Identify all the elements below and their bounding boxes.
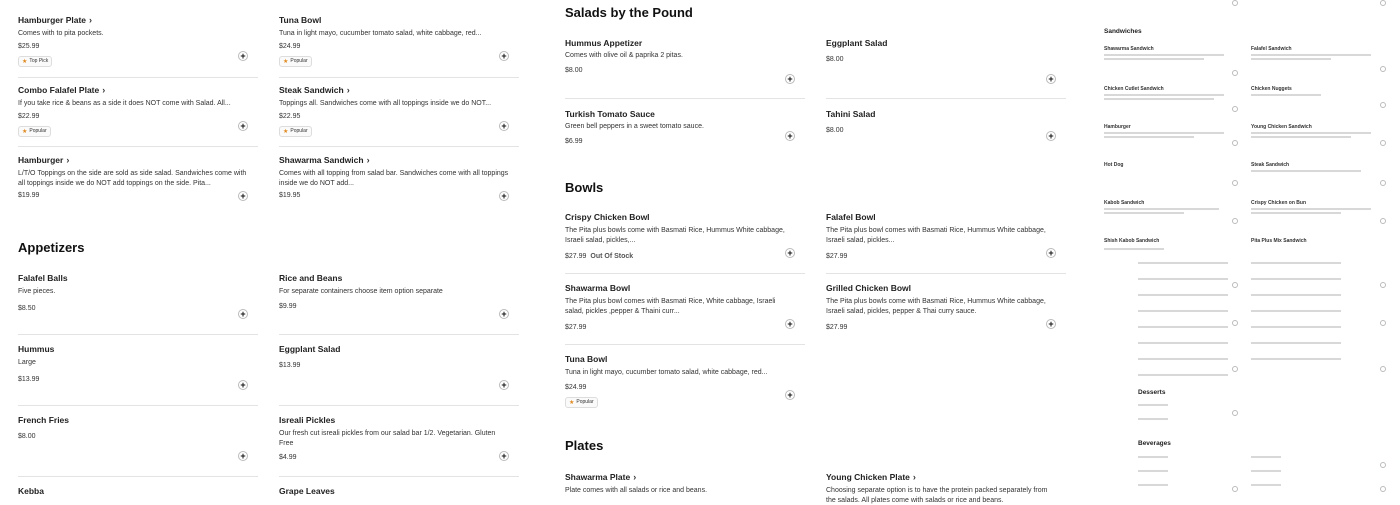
overview-heading-desserts: Desserts: [1138, 389, 1166, 396]
item-price: $13.99: [279, 362, 301, 369]
add-item-button[interactable]: [1232, 140, 1238, 146]
add-item-button[interactable]: [1380, 218, 1386, 224]
item-title[interactable]: Shawarma Plate ›: [565, 472, 637, 482]
item-price-row: [565, 253, 795, 260]
overview-item[interactable]: Steak Sandwich: [1251, 162, 1290, 168]
section-heading-salads: Salads by the Pound: [565, 5, 693, 20]
item-price: $4.99: [279, 454, 297, 462]
popular-badge: ★ Popular: [18, 126, 51, 137]
item-price: $8.00: [565, 66, 583, 74]
item-description: Five pieces.: [18, 288, 56, 295]
item-title[interactable]: Shawarma Sandwich ›: [279, 155, 370, 165]
divider: [826, 273, 1066, 274]
item-title[interactable]: Grilled Chicken Bowl: [826, 283, 912, 293]
add-item-button[interactable]: [1380, 486, 1386, 492]
add-item-button[interactable]: +: [238, 51, 248, 61]
add-item-button[interactable]: [1232, 0, 1238, 6]
divider: [18, 334, 258, 335]
divider: [565, 344, 805, 345]
menu-item-card[interactable]: [279, 486, 509, 496]
item-price: $19.99: [18, 192, 40, 200]
add-item-button[interactable]: +: [1046, 131, 1056, 141]
divider: [18, 77, 258, 78]
overview-item[interactable]: Chicken Cutlet Sandwich: [1104, 86, 1164, 92]
item-title[interactable]: Steak Sandwich ›: [279, 85, 350, 95]
divider: [18, 405, 258, 406]
menu-item-card[interactable]: [565, 109, 795, 145]
overview-item[interactable]: Young Chicken Sandwich: [1251, 124, 1312, 130]
menu-item-card[interactable]: [18, 85, 248, 138]
overview-heading-beverages: Beverages: [1138, 440, 1171, 447]
item-price: $25.99: [18, 42, 40, 50]
chevron-right-icon: ›: [912, 472, 916, 482]
divider: [18, 476, 258, 477]
thumbs-up-icon: ★: [283, 128, 289, 135]
add-item-button[interactable]: [1380, 0, 1386, 6]
item-description: Comes with to pita pockets.: [18, 30, 104, 37]
item-price: $6.99: [565, 137, 583, 145]
item-title[interactable]: Hummus: [18, 344, 55, 354]
item-title[interactable]: Combo Falafel Plate ›: [18, 85, 106, 95]
add-item-button[interactable]: +: [1046, 248, 1056, 258]
chevron-right-icon: ›: [102, 85, 106, 95]
item-price: $13.99: [18, 375, 40, 383]
overview-item[interactable]: Pita Plus Mix Sandwich: [1251, 238, 1307, 244]
item-description: Tuna in light mayo, cucumber tomato salad, white cabbage, red...: [279, 30, 482, 37]
item-price: $8.00: [826, 56, 844, 63]
add-item-button[interactable]: +: [785, 248, 795, 258]
add-item-button[interactable]: [1380, 180, 1386, 186]
add-item-button[interactable]: [1380, 282, 1386, 288]
menu-item-card[interactable]: [565, 283, 795, 331]
item-title[interactable]: Falafel Balls: [18, 273, 68, 283]
add-item-button[interactable]: [1232, 282, 1238, 288]
add-item-button[interactable]: +: [785, 319, 795, 329]
menu-item-card[interactable]: [18, 15, 248, 68]
add-item-button[interactable]: [1380, 462, 1386, 468]
add-item-button[interactable]: +: [499, 51, 509, 61]
item-description: The Pita plus bowl comes with Basmati Rice, Hummus White cabbage, Israeli salad, pickles...: [826, 227, 1046, 244]
add-item-button[interactable]: [1232, 410, 1238, 416]
add-item-button[interactable]: [1380, 140, 1386, 146]
menu-item-card[interactable]: [826, 472, 1056, 505]
menu-item-card[interactable]: [279, 85, 509, 138]
item-title[interactable]: Rice and Beans: [279, 273, 343, 283]
add-item-button[interactable]: +: [499, 121, 509, 131]
section-heading-plates: Plates: [565, 438, 604, 453]
add-item-button[interactable]: +: [238, 191, 248, 201]
item-description: For separate containers choose item option separate: [279, 288, 443, 295]
chevron-right-icon: ›: [366, 155, 370, 165]
section-heading-appetizers: Appetizers: [18, 240, 85, 255]
menu-overview-panel: [1098, 0, 1390, 500]
add-item-button[interactable]: +: [1046, 319, 1056, 329]
item-description: Toppings all. Sandwiches come with all toppings inside we do NOT...: [279, 100, 492, 107]
item-price: $27.99: [565, 253, 587, 261]
add-item-button[interactable]: +: [1046, 74, 1056, 84]
item-title[interactable]: Shawarma Bowl: [565, 283, 631, 293]
item-description: Our fresh cut isreali pickles from our salad bar 1/2. Vegetarian. Gluten Free: [279, 430, 496, 447]
popular-badge: ★ Popular: [279, 56, 312, 67]
menu-item-card[interactable]: [826, 109, 1056, 141]
menu-item-card[interactable]: [18, 155, 248, 199]
item-description: The Pita plus bowls come with Basmati Rice, Hummus White cabbage, Israeli salad, pickles, pepper & Thai curry sauce.: [826, 298, 1046, 315]
menu-item-card[interactable]: [279, 15, 509, 68]
item-description: Large: [18, 359, 36, 366]
item-description: Plate comes with all salads or rice and beans.: [565, 487, 708, 494]
item-title[interactable]: Hamburger ›: [18, 155, 70, 165]
overview-item[interactable]: Shawarma Sandwich: [1104, 46, 1154, 52]
menu-item-card[interactable]: [279, 415, 509, 461]
item-price: $22.99: [18, 112, 40, 120]
overview-item[interactable]: Kabob Sandwich: [1104, 200, 1145, 206]
item-price: $27.99: [565, 324, 587, 332]
item-title[interactable]: Kebba: [18, 486, 44, 496]
add-item-button[interactable]: +: [499, 380, 509, 390]
item-description: Comes with olive oil & paprika 2 pitas.: [565, 52, 683, 59]
menu-item-card[interactable]: [826, 283, 1056, 331]
overview-heading-sandwiches: Sandwiches: [1104, 28, 1142, 35]
add-item-button[interactable]: [1232, 180, 1238, 186]
item-title[interactable]: Hamburger Plate ›: [18, 15, 93, 25]
add-item-button[interactable]: +: [499, 309, 509, 319]
item-title[interactable]: Tuna Bowl: [279, 15, 322, 25]
add-item-button[interactable]: [1380, 320, 1386, 326]
thumbs-up-icon: ★: [569, 399, 575, 406]
add-item-button[interactable]: [1232, 320, 1238, 326]
add-item-button[interactable]: [1232, 366, 1238, 372]
item-price: $24.99: [279, 42, 301, 50]
chevron-right-icon: ›: [346, 85, 350, 95]
top-pick-badge: ★ Top Pick: [18, 56, 52, 67]
item-title[interactable]: Young Chicken Plate ›: [826, 472, 916, 482]
add-item-button[interactable]: [1380, 66, 1386, 72]
item-price: $24.99: [565, 383, 587, 391]
item-description: If you take rice & beans as a side it does NOT come with Salad. All...: [18, 100, 231, 107]
add-item-button[interactable]: +: [499, 191, 509, 201]
item-title[interactable]: Tahini Salad: [826, 109, 876, 119]
divider: [826, 98, 1066, 99]
overview-item[interactable]: Crispy Chicken on Bun: [1251, 200, 1307, 206]
add-item-button[interactable]: +: [238, 309, 248, 319]
menu-item-card[interactable]: [826, 212, 1056, 260]
add-item-button[interactable]: [1380, 102, 1386, 108]
divider: [279, 146, 519, 147]
item-price: $19.95: [279, 192, 301, 200]
overview-item[interactable]: Hot Dog: [1104, 162, 1124, 168]
chevron-right-icon: ›: [89, 15, 93, 25]
item-title[interactable]: Isreali Pickles: [279, 415, 336, 425]
item-title[interactable]: Turkish Tomato Sauce: [565, 109, 655, 119]
add-item-button[interactable]: +: [499, 451, 509, 461]
menu-item-card[interactable]: [565, 38, 795, 84]
divider: [279, 77, 519, 78]
thumbs-up-icon: ★: [22, 128, 28, 135]
section-heading-bowls: Bowls: [565, 180, 604, 195]
add-item-button[interactable]: +: [238, 380, 248, 390]
item-description: Choosing separate option is to have the protein packed separately from the salads. All plates come with salads or rice and beans.: [826, 487, 1048, 504]
item-description: Green bell peppers in a sweet tomato sauce.: [565, 123, 704, 130]
add-item-button[interactable]: [1232, 486, 1238, 492]
item-price: $27.99: [826, 324, 848, 332]
item-price: $8.00: [18, 433, 36, 440]
item-description: Comes with all topping from salad bar. Sandwiches come with all toppings inside we do NOT add...: [279, 170, 509, 187]
overview-item[interactable]: Shish Kabob Sandwich: [1104, 238, 1160, 244]
item-description: L/T/O Toppings on the side are sold as side salad. Sandwiches come with all toppings inside we do NOT add toppings on the side. Pita...: [18, 170, 247, 187]
add-item-button[interactable]: [1232, 106, 1238, 112]
divider: [565, 273, 805, 274]
item-title[interactable]: French Fries: [18, 415, 70, 425]
item-price: $22.95: [279, 112, 301, 120]
item-description: The Pita plus bowl comes with Basmati Rice, White cabbage, Israeli salad, pickles ,pepper & Thaini curr...: [565, 298, 776, 315]
popular-badge: ★ Popular: [279, 126, 312, 137]
divider: [18, 146, 258, 147]
menu-item-card[interactable]: [18, 415, 248, 461]
item-price: $8.00: [826, 127, 844, 134]
menu-item-card[interactable]: [279, 344, 509, 390]
chevron-right-icon: ›: [633, 472, 637, 482]
add-item-button[interactable]: +: [785, 390, 795, 400]
thumbs-up-icon: ★: [283, 58, 289, 65]
item-price: $9.99: [279, 302, 297, 310]
menu-item-card[interactable]: [279, 273, 509, 319]
item-title[interactable]: Tuna Bowl: [565, 354, 608, 364]
menu-item-card[interactable]: [18, 344, 248, 390]
item-price: $8.50: [18, 304, 36, 312]
add-item-button[interactable]: +: [238, 451, 248, 461]
add-item-button[interactable]: [1232, 218, 1238, 224]
menu-item-card[interactable]: [565, 212, 795, 260]
add-item-button[interactable]: [1380, 366, 1386, 372]
item-description: The Pita plus bowls come with Basmati Rice, Hummus White cabbage, Israeli salad, pickles,...: [565, 227, 785, 244]
divider: [565, 98, 805, 99]
add-item-button[interactable]: +: [785, 131, 795, 141]
item-title[interactable]: Eggplant Salad: [279, 344, 341, 354]
item-price: $27.99: [826, 253, 848, 261]
item-title[interactable]: Falafel Bowl: [826, 212, 876, 222]
divider: [279, 405, 519, 406]
out-of-stock-label: Out Of Stock: [590, 253, 634, 261]
popular-badge: ★ Popular: [565, 397, 598, 408]
item-title[interactable]: Crispy Chicken Bowl: [565, 212, 650, 222]
chevron-right-icon: ›: [66, 155, 70, 165]
thumbs-up-icon: ★: [22, 58, 28, 65]
divider: [279, 476, 519, 477]
add-item-button[interactable]: [1232, 70, 1238, 76]
divider: [279, 334, 519, 335]
item-title[interactable]: Grape Leaves: [279, 486, 335, 496]
menu-item-card[interactable]: [565, 472, 795, 496]
menu-item-card[interactable]: [18, 273, 248, 319]
item-title[interactable]: Eggplant Salad: [826, 38, 888, 48]
add-item-button[interactable]: +: [785, 74, 795, 84]
item-title[interactable]: Hummus Appetizer: [565, 38, 643, 48]
add-item-button[interactable]: +: [238, 121, 248, 131]
item-description: Tuna in light mayo, cucumber tomato salad, white cabbage, red...: [565, 369, 768, 376]
overview-item[interactable]: Falafel Sandwich: [1251, 46, 1292, 52]
menu-item-card[interactable]: [18, 486, 248, 496]
overview-item[interactable]: Chicken Nuggets: [1251, 86, 1292, 92]
menu-item-card[interactable]: [826, 38, 1056, 84]
overview-item[interactable]: Hamburger: [1104, 124, 1131, 130]
menu-item-card[interactable]: [279, 155, 509, 199]
menu-item-card[interactable]: [565, 354, 795, 409]
